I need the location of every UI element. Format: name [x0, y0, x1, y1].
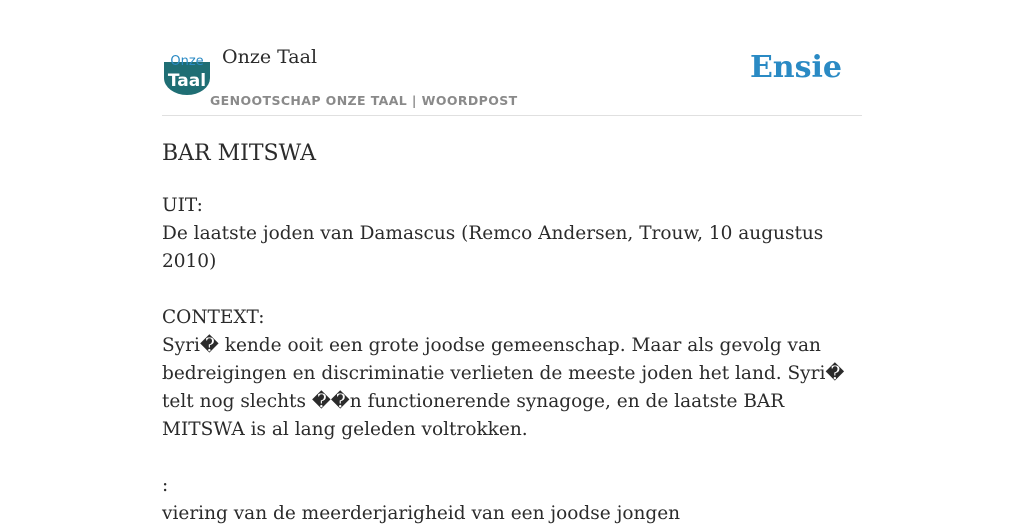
definition-text: viering van de meerderjarigheid van een joodse jongen	[162, 503, 681, 524]
source-label: UIT:	[162, 195, 203, 216]
site-title[interactable]: Onze Taal	[222, 46, 318, 68]
context-label: CONTEXT:	[162, 307, 265, 328]
source-text: De laatste joden van Damascus (Remco Andersen, Trouw, 10 augustus 2010)	[162, 223, 824, 272]
entry-body	[162, 192, 862, 528]
logo-text-onze: Onze	[170, 54, 204, 69]
ensie-brand-logo[interactable]: Ensie	[749, 50, 842, 85]
site-subtitle: GENOOTSCHAP ONZE TAAL | WOORDPOST	[210, 93, 518, 108]
logo-text-taal: Taal	[167, 71, 207, 91]
definition-label: :	[162, 475, 169, 496]
header-divider	[162, 115, 862, 116]
onze-taal-logo[interactable]	[162, 48, 212, 96]
context-text: Syri� kende ooit een grote joodse gemeenschap. Maar als gevolg van bedreigingen en discriminatie verlieten de meeste joden het land. Syri� telt nog slechts ��n functionerende synagoge, en de laatste BAR MITSWA is al lang geleden voltrokken.	[162, 335, 845, 440]
entry-title: BAR MITSWA	[162, 141, 316, 166]
